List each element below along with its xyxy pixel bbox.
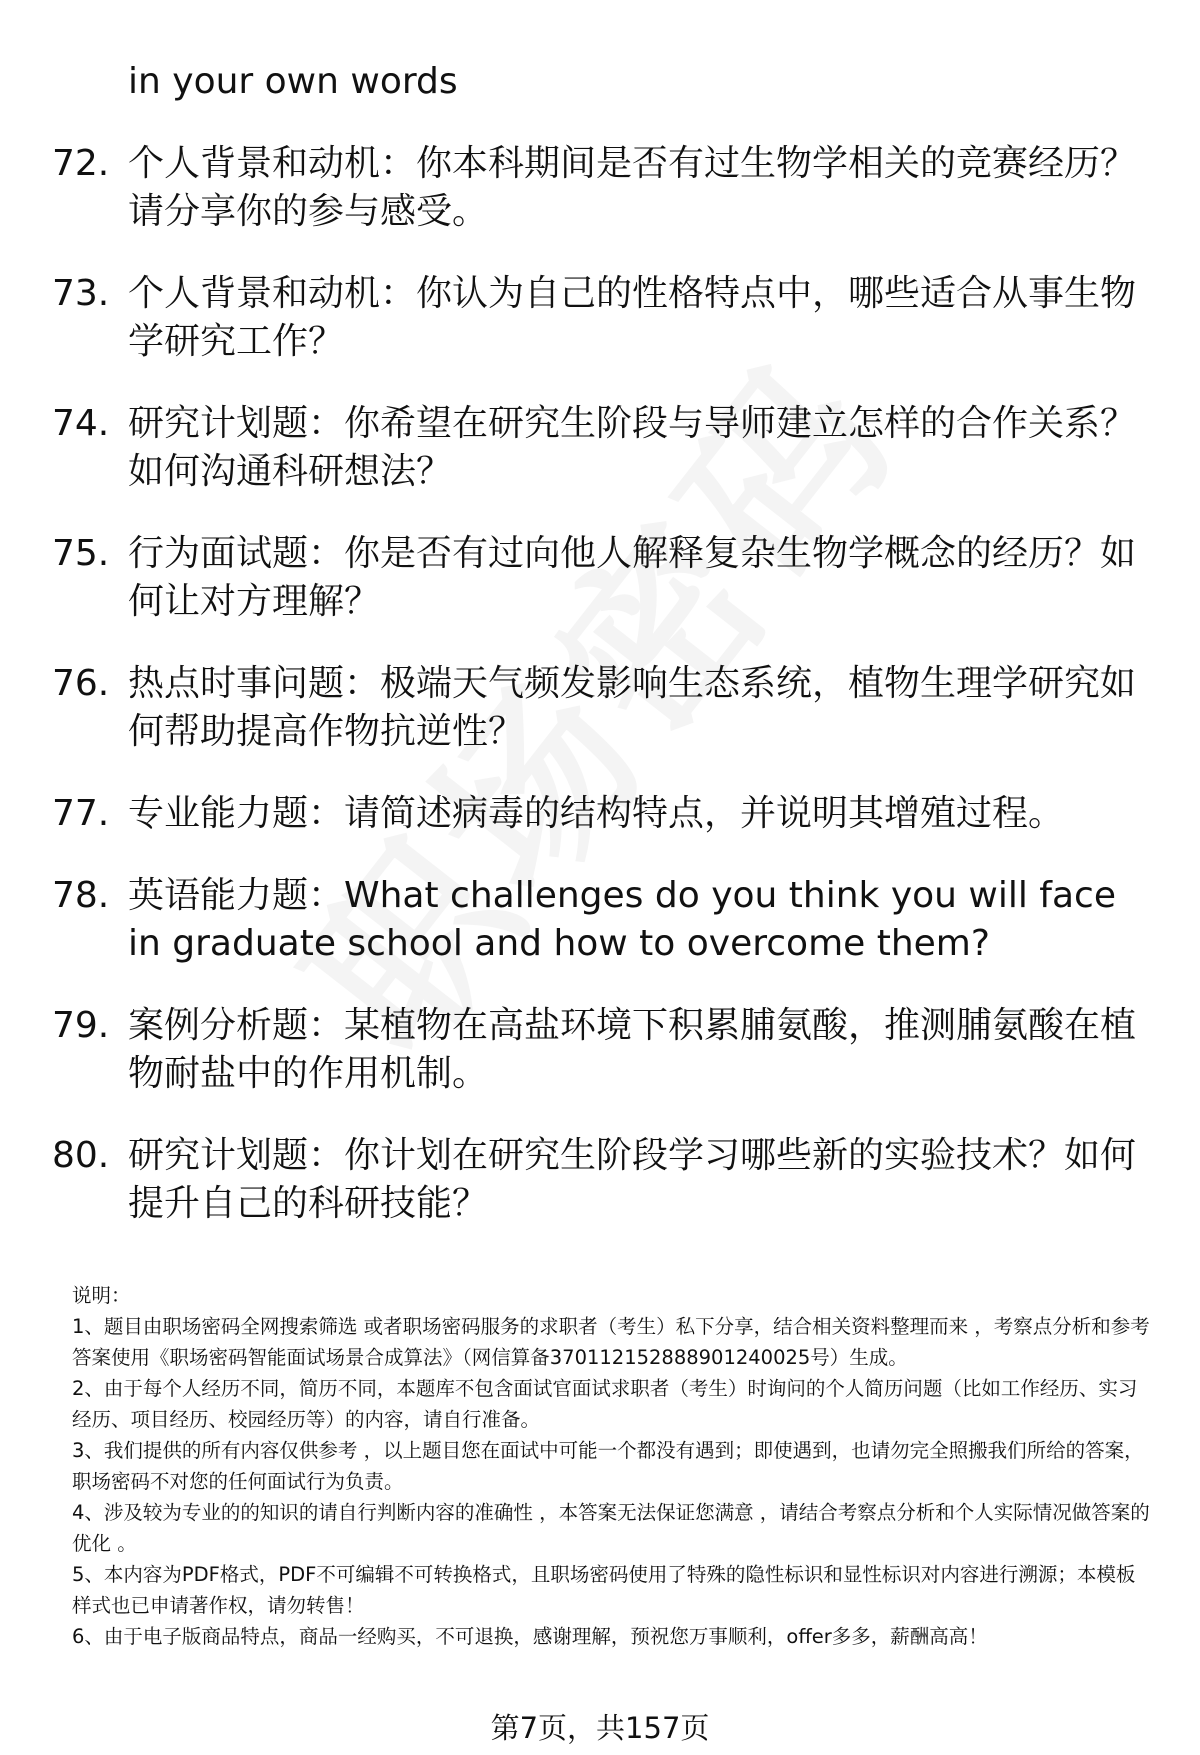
question-text: 个人背景和动机：你本科期间是否有过生物学相关的竞赛经历？请分享你的参与感受。 bbox=[128, 143, 1137, 232]
question-item bbox=[52, 400, 1152, 496]
question-number: 79. bbox=[52, 1005, 110, 1046]
question-item bbox=[52, 530, 1152, 626]
previous-question-continuation: in your own words bbox=[128, 61, 458, 102]
note-item: 3、我们提供的所有内容仅供参考 ，以上题目您在面试中可能一个都没有遇到；即使遇到，也请勿完全照搬我们所给的答案，职场密码不对您的任何面试行为负责。 bbox=[72, 1439, 1144, 1493]
question-text: 专业能力题：请简述病毒的结构特点，并说明其增殖过程。 bbox=[128, 793, 1065, 834]
question-text: 研究计划题：你计划在研究生阶段学习哪些新的实验技术？如何提升自己的科研技能？ bbox=[128, 1135, 1137, 1224]
question-item bbox=[52, 1002, 1152, 1098]
question-item bbox=[52, 140, 1152, 236]
question-item bbox=[52, 1132, 1152, 1228]
question-text: 热点时事问题：极端天气频发影响生态系统，植物生理学研究如何帮助提高作物抗逆性？ bbox=[128, 663, 1137, 752]
question-text: 行为面试题：你是否有过向他人解释复杂生物学概念的经历？如何让对方理解？ bbox=[128, 533, 1137, 622]
note-item: 1、题目由职场密码全网搜索筛选 或者职场密码服务的求职者（考生）私下分享，结合相关资料整理而来 ，考察点分析和参考答案使用《职场密码智能面试场景合成算法》（网信算备370112152888901240025号）生成。 bbox=[72, 1315, 1150, 1369]
question-number: 74. bbox=[52, 403, 110, 444]
notes-section bbox=[72, 1280, 1152, 1652]
question-number: 80. bbox=[52, 1135, 110, 1176]
question-number: 73. bbox=[52, 273, 110, 314]
question-text: 个人背景和动机：你认为自己的性格特点中，哪些适合从事生物学研究工作？ bbox=[128, 273, 1137, 362]
note-item: 5、本内容为PDF格式，PDF不可编辑不可转换格式，且职场密码使用了特殊的隐性标识和显性标识对内容进行溯源；本模板样式也已申请著作权，请勿转售！ bbox=[72, 1563, 1136, 1617]
question-item bbox=[52, 660, 1152, 756]
question-number: 77. bbox=[52, 793, 110, 834]
notes-heading: 说明： bbox=[72, 1284, 131, 1307]
question-item bbox=[52, 270, 1152, 366]
question-item bbox=[52, 872, 1152, 968]
page-number: 第7页，共157页 bbox=[490, 1711, 710, 1745]
note-item: 6、由于电子版商品特点，商品一经购买，不可退换，感谢理解，预祝您万事顺利，offer多多，薪酬高高！ bbox=[72, 1625, 988, 1648]
question-number: 75. bbox=[52, 533, 110, 574]
question-text: 案例分析题：某植物在高盐环境下积累脯氨酸，推测脯氨酸在植物耐盐中的作用机制。 bbox=[128, 1005, 1137, 1094]
question-number: 78. bbox=[52, 875, 110, 916]
question-list bbox=[52, 140, 1152, 1262]
question-number: 72. bbox=[52, 143, 110, 184]
question-text: 英语能力题：What challenges do you think you will face in graduate school and how to overcome them? bbox=[128, 875, 1116, 964]
note-item: 4、涉及较为专业的的知识的请自行判断内容的准确性 ，本答案无法保证您满意 ，请结合考察点分析和个人实际情况做答案的优化 。 bbox=[72, 1501, 1150, 1555]
question-item bbox=[52, 790, 1152, 838]
note-item: 2、由于每个人经历不同，简历不同，本题库不包含面试官面试求职者（考生）时询问的个人简历问题（比如工作经历、实习经历、项目经历、校园经历等）的内容，请自行准备。 bbox=[72, 1377, 1138, 1431]
question-text: 研究计划题：你希望在研究生阶段与导师建立怎样的合作关系？如何沟通科研想法？ bbox=[128, 403, 1137, 492]
question-number: 76. bbox=[52, 663, 110, 704]
